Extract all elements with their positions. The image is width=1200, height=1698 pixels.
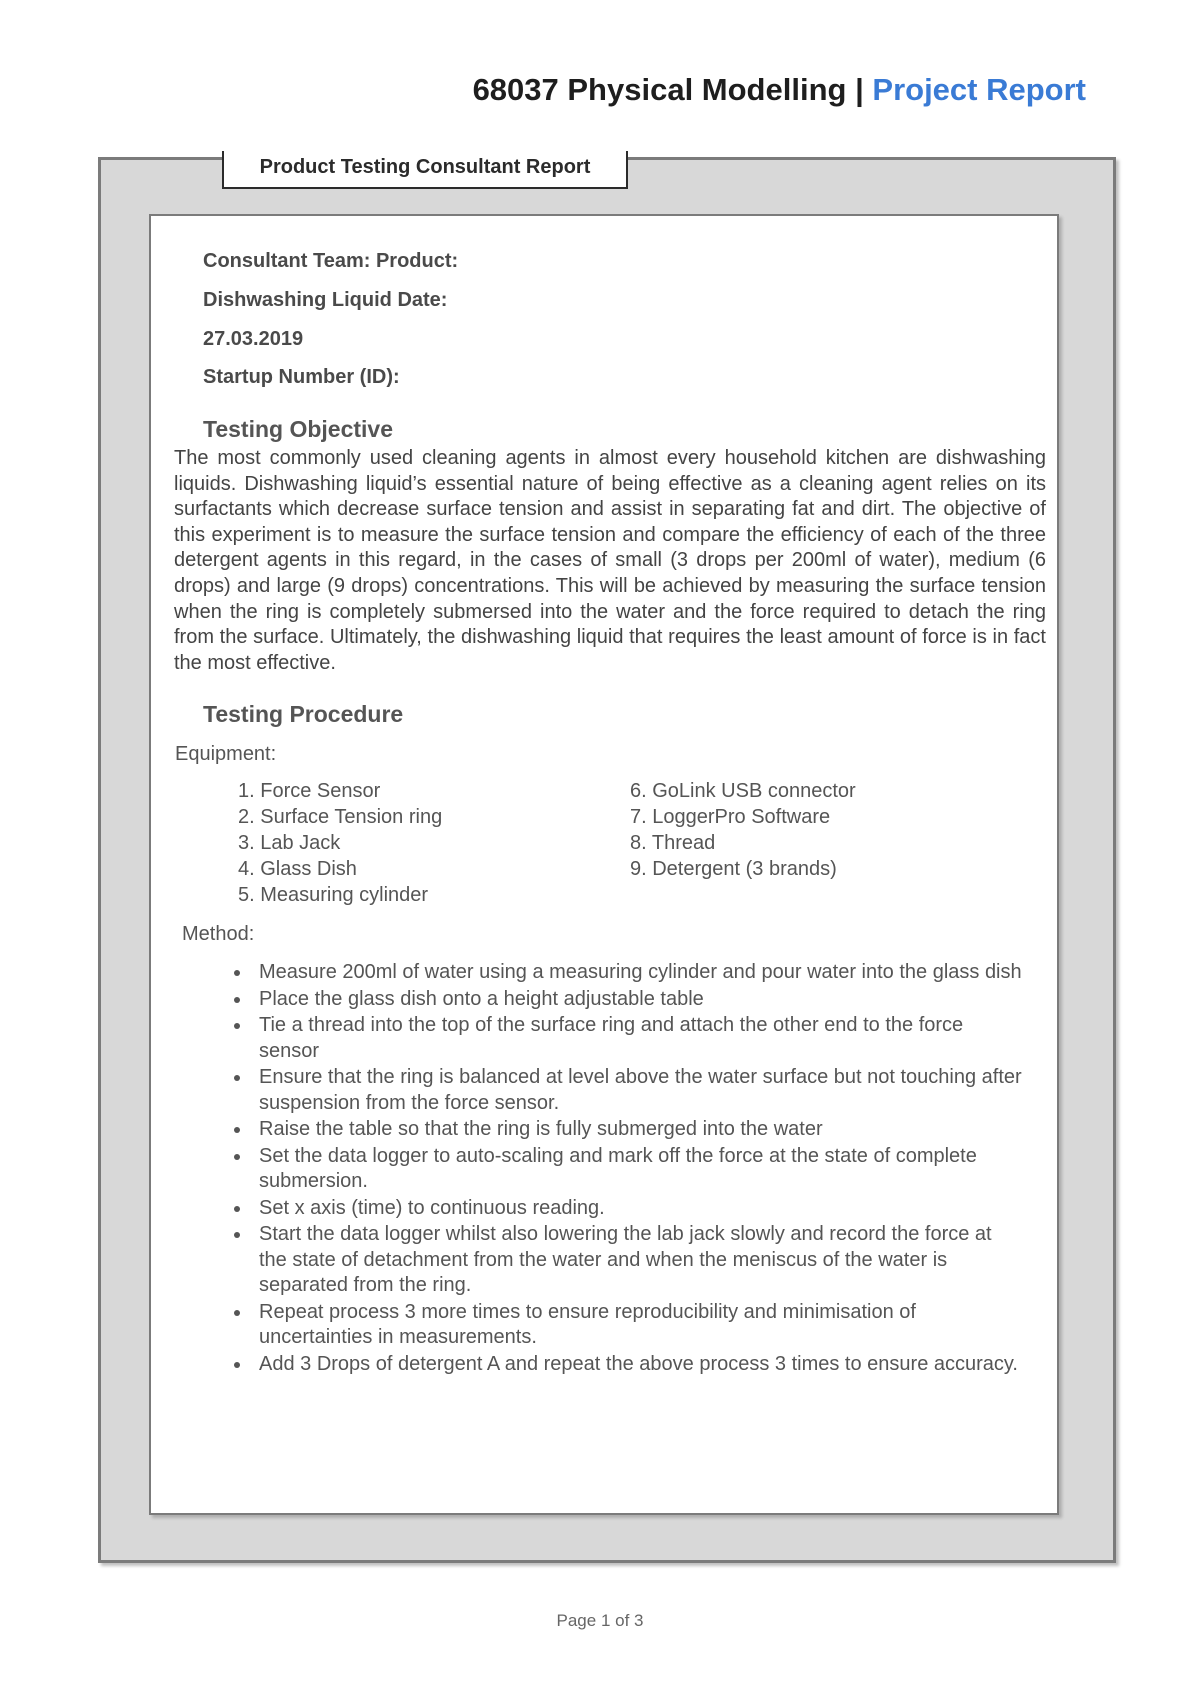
document-header — [0, 72, 1086, 108]
equipment-item: 9. Detergent (3 brands) — [630, 858, 837, 880]
method-step: Start the data logger whilst also lowering the lab jack slowly and record the force at the state of detachment from the water and when the meniscus of the water is separated from the ring. — [234, 1222, 1024, 1299]
page-number: Page 1 of 3 — [556, 1611, 644, 1630]
equipment-list-left — [238, 778, 442, 908]
method-step: Raise the table so that the ring is fully submerged into the water — [234, 1117, 1024, 1143]
objective-text: The most commonly used cleaning agents in almost every household kitchen are dishwashing liquids. Dishwashing liquid’s essential nature of being effective as a cleaning agent relies on its surfactants which decrease surface tension and assist in separating fat and dirt. The objective of this experiment is to measure the surface tension and compare the efficiency of each of the three detergent agents in this regard, in the cases of small (3 drops per 200ml of water), medium (6 drops) and large (9 drops) concentrations. This will be achieved by measuring the surface tension when the ring is completely submersed into the water and the force required to detach the ring from the surface. Ultimately, the dishwashing liquid that requires the least amount of force is in fact the most effective. — [174, 447, 1046, 674]
method-step: Set the data logger to auto-scaling and mark off the force at the state of complete submersion. — [234, 1144, 1024, 1195]
method-step: Add 3 Drops of detergent A and repeat the above process 3 times to ensure accuracy. — [234, 1352, 1024, 1378]
report-type: Project Report — [872, 72, 1086, 107]
method-step: Place the glass dish onto a height adjustable table — [234, 987, 1024, 1013]
method-step: Set x axis (time) to continuous reading. — [234, 1196, 1024, 1222]
equipment-item: 5. Measuring cylinder — [238, 884, 429, 906]
method-label: Method: — [182, 923, 255, 945]
objective-heading: Testing Objective — [203, 416, 394, 442]
equipment-label: Equipment: — [175, 743, 277, 765]
meta-product-date: Dishwashing Liquid Date: — [203, 289, 448, 311]
equipment-item: 4. Glass Dish — [238, 858, 357, 880]
equipment-item: 2. Surface Tension ring — [238, 806, 443, 828]
meta-date-value: 27.03.2019 — [203, 328, 304, 350]
method-step: Ensure that the ring is balanced at level above the water surface but not touching after suspension from the force sensor. — [234, 1065, 1024, 1116]
equipment-item: 7. LoggerPro Software — [630, 806, 831, 828]
procedure-heading: Testing Procedure — [203, 701, 404, 727]
meta-startup-number: Startup Number (ID): — [203, 366, 400, 388]
method-list — [234, 960, 1024, 1378]
equipment-item: 6. GoLink USB connector — [630, 780, 856, 802]
method-step: Repeat process 3 more times to ensure reproducibility and minimisation of uncertainties in measurements. — [234, 1300, 1024, 1351]
equipment-list-right — [630, 778, 856, 882]
equipment-item: 8. Thread — [630, 832, 716, 854]
report-title: Product Testing Consultant Report — [222, 151, 628, 189]
equipment-item: 1. Force Sensor — [238, 780, 381, 802]
equipment-item: 3. Lab Jack — [238, 832, 341, 854]
header-separator: | — [855, 72, 864, 107]
course-title: 68037 Physical Modelling — [472, 72, 847, 107]
meta-team-product: Consultant Team: Product: — [203, 250, 459, 272]
method-step: Measure 200ml of water using a measuring cylinder and pour water into the glass dish — [234, 960, 1024, 986]
method-step: Tie a thread into the top of the surface ring and attach the other end to the force sensor — [234, 1013, 1024, 1064]
